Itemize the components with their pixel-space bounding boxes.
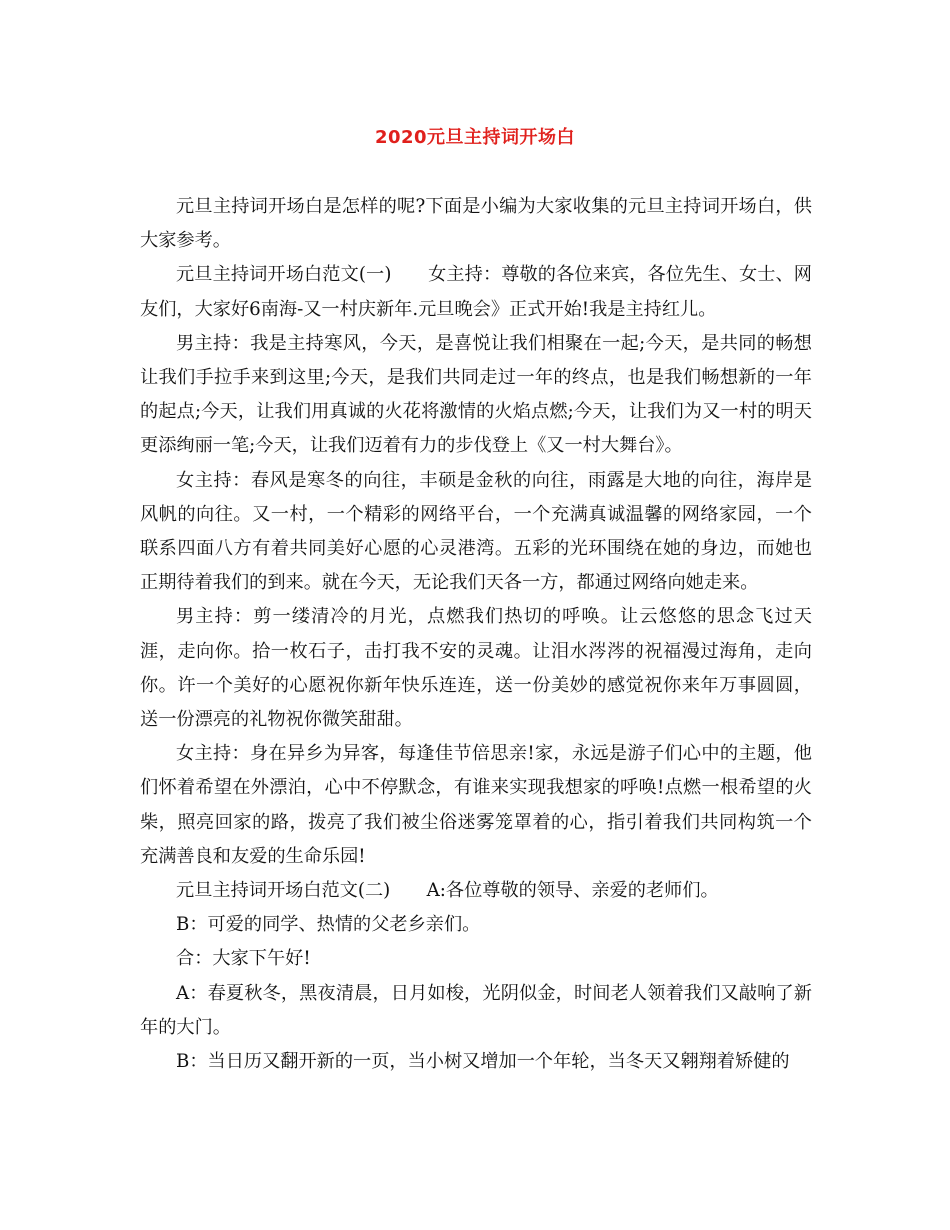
paragraph-female-host-1: 女主持：春风是寒冬的向往，丰硕是金秋的向往，雨露是大地的向往，海岸是风帆的向往。又一村，一个精彩的网络平台，一个充满真诚温馨的网络家园，一个联系四面八方有着共同美好心愿的心灵港湾。五彩的光环围绕在她的身边，而她也正期待着我们的到来。就在今天，无论我们天各一方，都通过网络向她走来。: [140, 469, 812, 594]
paragraph-sample-two-a: 元旦主持词开场白范文(二) A:各位尊敬的领导、亲爱的老师们。: [176, 880, 719, 902]
paragraph-together: 合：大家下午好!: [176, 948, 311, 970]
paragraph-female-host-2: 女主持：身在异乡为异客，每逢佳节倍思亲!家，永远是游子们心中的主题，他们怀着希望在外漂泊，心中不停默念，有谁来实现我想家的呼唤!点燃一根希望的火柴，照亮回家的路，拨亮了我们被尘俗迷雾笼罩着的心，指引着我们共同构筑一个充满善良和友爱的生命乐园!: [140, 743, 812, 867]
paragraph-sample-one-female-host: 元旦主持词开场白范文(一) 女主持：尊敬的各位来宾，各位先生、女士、网友们，大家好6南海-又一村庆新年.元旦晚会》正式开始!我是主持红儿。: [140, 264, 812, 320]
document-body: [140, 190, 812, 1079]
paragraph-b-2: B：当日历又翻开新的一页，当小树又增加一个年轮，当冬天又翱翔着矫健的: [176, 1051, 790, 1073]
paragraph-intro: 元旦主持词开场白是怎样的呢?下面是小编为大家收集的元旦主持词开场白，供大家参考。: [140, 196, 812, 252]
document-title: 2020元旦主持词开场白: [374, 127, 576, 148]
paragraph-a-2: A：春夏秋冬，黑夜清晨，日月如梭，光阴似金，时间老人领着我们又敲响了新年的大门。: [140, 982, 812, 1038]
paragraph-b-1: B：可爱的同学、热情的父老乡亲们。: [176, 914, 481, 936]
paragraph-male-host-1: 男主持：我是主持寒风，今天，是喜悦让我们相聚在一起;今天，是共同的畅想让我们手拉手来到这里;今天，是我们共同走过一年的终点，也是我们畅想新的一年的起点;今天，让我们用真诚的火花将激情的火焰点燃;今天，让我们为又一村的明天更添绚丽一笔;今天，让我们迈着有力的步伐登上《又一村大舞台》。: [140, 332, 812, 457]
paragraph-male-host-2: 男主持：剪一缕清冷的月光，点燃我们热切的呼唤。让云悠悠的思念飞过天涯，走向你。拾一枚石子，击打我不安的灵魂。让泪水涔涔的祝福漫过海角，走向你。许一个美好的心愿祝你新年快乐连连，送一份美妙的感觉祝你来年万事圆圆，送一份漂亮的礼物祝你微笑甜甜。: [140, 606, 812, 731]
